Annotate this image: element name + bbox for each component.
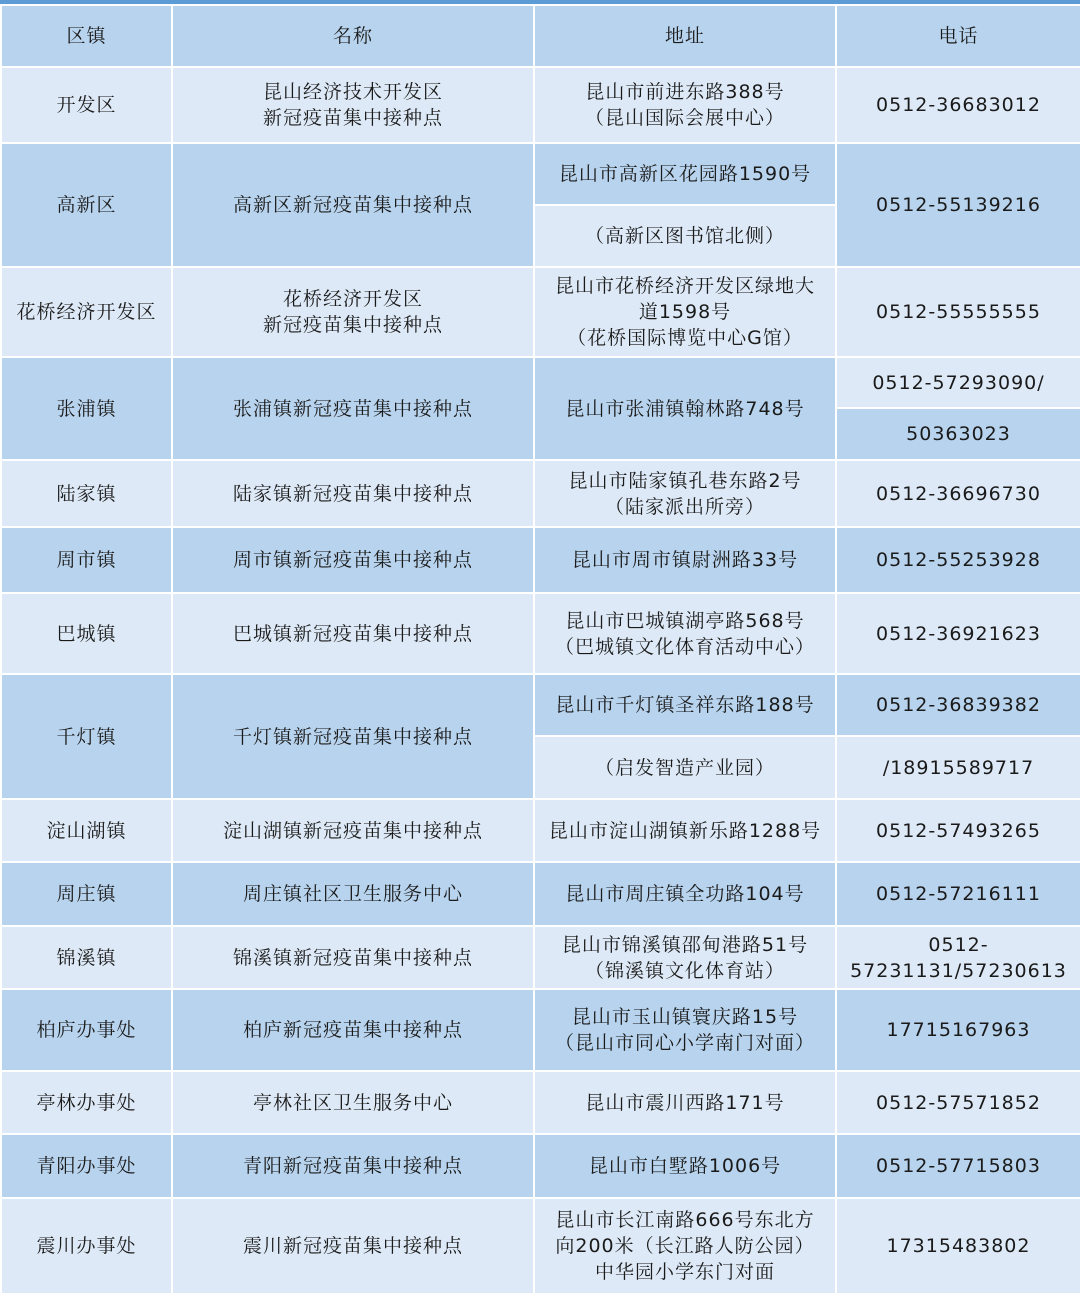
address-cell: （启发智造产业园） <box>534 736 836 799</box>
table-header-row <box>1 5 1080 67</box>
address-cell <box>534 1198 836 1294</box>
header-name: 名称 <box>172 5 534 67</box>
address-line: （锦溪镇文化体育站） <box>584 959 785 982</box>
site-name-cell: 青阳新冠疫苗集中接种点 <box>172 1134 534 1198</box>
phone-cell: 0512-57571852 <box>836 1071 1080 1134</box>
phone-cell: 0512-55555555 <box>836 267 1080 357</box>
table-row <box>1 989 1080 1071</box>
address-line: （昆山国际会展中心） <box>584 107 785 129</box>
district-cell: 周市镇 <box>1 527 172 593</box>
site-name-cell <box>172 67 534 143</box>
site-name-cell: 巴城镇新冠疫苗集中接种点 <box>172 593 534 674</box>
address-line: 昆山市巴城镇湖亭路568号 <box>565 609 805 632</box>
address-cell: 昆山市白墅路1006号 <box>534 1134 836 1198</box>
table-row <box>1 1198 1080 1294</box>
address-line: 昆山市锦溪镇邵甸港路51号 <box>561 933 809 956</box>
phone-cell: /18915589717 <box>836 736 1080 799</box>
table-row <box>1 862 1080 926</box>
phone-cell: 0512-36683012 <box>836 67 1080 143</box>
site-name-cell: 张浦镇新冠疫苗集中接种点 <box>172 357 534 460</box>
phone-line: 57231131/57230613 <box>850 959 1067 982</box>
site-name-line: 新冠疫苗集中接种点 <box>262 107 443 129</box>
address-cell <box>534 67 836 143</box>
table-row <box>1 1071 1080 1134</box>
address-line: 向200米（长江路人防公园） <box>555 1235 815 1257</box>
phone-cell: 17715167963 <box>836 989 1080 1071</box>
address-line: （陆家派出所旁） <box>604 495 765 518</box>
address-cell: （高新区图书馆北侧） <box>534 205 836 267</box>
site-name-cell: 震川新冠疫苗集中接种点 <box>172 1198 534 1294</box>
site-name-line: 新冠疫苗集中接种点 <box>262 314 443 336</box>
phone-cell: 0512-57293090/ <box>836 357 1080 408</box>
site-name-line: 昆山经济技术开发区 <box>262 81 443 103</box>
table-row <box>1 674 1080 736</box>
vaccination-sites-table <box>0 4 1080 1295</box>
site-name-cell: 锦溪镇新冠疫苗集中接种点 <box>172 926 534 989</box>
address-cell <box>534 593 836 674</box>
phone-cell: 17315483802 <box>836 1198 1080 1294</box>
district-cell: 柏庐办事处 <box>1 989 172 1071</box>
site-name-cell: 陆家镇新冠疫苗集中接种点 <box>172 460 534 527</box>
site-name-cell: 柏庐新冠疫苗集中接种点 <box>172 989 534 1071</box>
address-line: 昆山市长江南路666号东北方 <box>555 1209 815 1231</box>
address-cell: 昆山市张浦镇翰林路748号 <box>534 357 836 460</box>
table-row <box>1 143 1080 205</box>
site-name-cell: 高新区新冠疫苗集中接种点 <box>172 143 534 267</box>
phone-cell <box>836 926 1080 989</box>
phone-cell: 0512-36696730 <box>836 460 1080 527</box>
table-row <box>1 1134 1080 1198</box>
phone-cell: 0512-57216111 <box>836 862 1080 926</box>
site-name-line: 花桥经济开发区 <box>282 288 423 310</box>
address-cell: 昆山市周市镇尉洲路33号 <box>534 527 836 593</box>
address-cell: 昆山市千灯镇圣祥东路188号 <box>534 674 836 736</box>
address-cell <box>534 989 836 1071</box>
table-row <box>1 67 1080 143</box>
header-district: 区镇 <box>1 5 172 67</box>
phone-cell: 50363023 <box>836 408 1080 460</box>
site-name-cell: 千灯镇新冠疫苗集中接种点 <box>172 674 534 799</box>
table-row <box>1 799 1080 862</box>
district-cell: 锦溪镇 <box>1 926 172 989</box>
table-row <box>1 357 1080 408</box>
district-cell: 震川办事处 <box>1 1198 172 1294</box>
district-cell: 张浦镇 <box>1 357 172 460</box>
address-line: 道1598号 <box>638 301 732 323</box>
district-cell: 巴城镇 <box>1 593 172 674</box>
district-cell: 花桥经济开发区 <box>1 267 172 357</box>
table-row <box>1 527 1080 593</box>
address-line: （花桥国际博览中心G馆） <box>567 327 803 349</box>
table-row <box>1 460 1080 527</box>
site-name-cell: 亭林社区卫生服务中心 <box>172 1071 534 1134</box>
table-row <box>1 267 1080 357</box>
district-cell: 高新区 <box>1 143 172 267</box>
address-line: 昆山市前进东路388号 <box>585 81 785 103</box>
address-cell: 昆山市高新区花园路1590号 <box>534 143 836 205</box>
address-line: 昆山市陆家镇孔巷东路2号 <box>568 469 802 492</box>
address-cell: 昆山市周庄镇全功路104号 <box>534 862 836 926</box>
district-cell: 陆家镇 <box>1 460 172 527</box>
address-line: （昆山市同心小学南门对面） <box>554 1032 815 1054</box>
address-line: 昆山市玉山镇寰庆路15号 <box>571 1006 799 1028</box>
phone-cell: 0512-55253928 <box>836 527 1080 593</box>
site-name-cell: 周庄镇社区卫生服务中心 <box>172 862 534 926</box>
district-cell: 亭林办事处 <box>1 1071 172 1134</box>
header-phone: 电话 <box>836 5 1080 67</box>
address-cell <box>534 460 836 527</box>
site-name-cell: 淀山湖镇新冠疫苗集中接种点 <box>172 799 534 862</box>
header-address: 地址 <box>534 5 836 67</box>
phone-line: 0512- <box>928 933 989 956</box>
site-name-cell: 周市镇新冠疫苗集中接种点 <box>172 527 534 593</box>
table-row <box>1 593 1080 674</box>
address-cell <box>534 267 836 357</box>
address-cell: 昆山市震川西路171号 <box>534 1071 836 1134</box>
address-line: 中华园小学东门对面 <box>594 1261 775 1283</box>
district-cell: 青阳办事处 <box>1 1134 172 1198</box>
phone-cell: 0512-57493265 <box>836 799 1080 862</box>
district-cell: 开发区 <box>1 67 172 143</box>
phone-cell: 0512-36839382 <box>836 674 1080 736</box>
site-name-cell <box>172 267 534 357</box>
address-line: 昆山市花桥经济开发区绿地大 <box>554 275 815 297</box>
district-cell: 千灯镇 <box>1 674 172 799</box>
district-cell: 淀山湖镇 <box>1 799 172 862</box>
phone-cell: 0512-57715803 <box>836 1134 1080 1198</box>
phone-cell: 0512-36921623 <box>836 593 1080 674</box>
address-cell <box>534 926 836 989</box>
phone-cell: 0512-55139216 <box>836 143 1080 267</box>
district-cell: 周庄镇 <box>1 862 172 926</box>
table-row <box>1 926 1080 989</box>
address-cell: 昆山市淀山湖镇新乐路1288号 <box>534 799 836 862</box>
address-line: （巴城镇文化体育活动中心） <box>554 635 815 658</box>
